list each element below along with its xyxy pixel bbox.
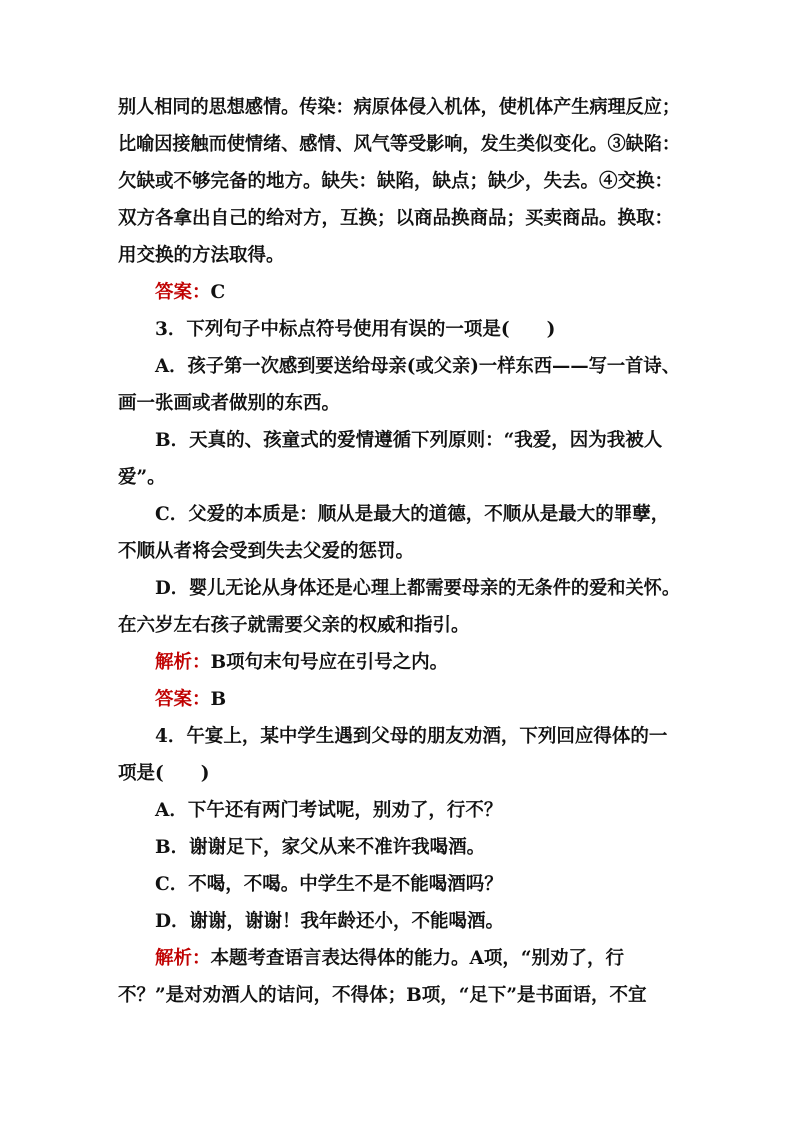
option-a: A．下午还有两门考试呢，别劝了，行不？	[155, 800, 503, 821]
option-c-cont: 不顺从者将会受到失去父爱的惩罚。	[118, 541, 415, 562]
answer-line	[155, 687, 226, 713]
option-d: D．谢谢，谢谢！我年龄还小，不能喝酒。	[155, 911, 505, 932]
analysis-text: B项句末句号应在引号之内。	[210, 652, 449, 673]
answer-label: 答案：	[155, 282, 211, 303]
question-stem: 3．下列句子中标点符号使用有误的一项是( )	[155, 319, 556, 340]
option-c: C．父爱的本质是：顺从是最大的道德，不顺从是最大的罪孽，	[155, 504, 670, 525]
option-a-cont: 画一张画或者做别的东西。	[118, 393, 341, 414]
analysis-label: 解析：	[155, 652, 211, 673]
paragraph-line: 双方各拿出自己的给对方，互换；以商品换商品；买卖商品。换取：	[118, 208, 674, 229]
paragraph-line: 别人相同的思想感情。传染：病原体侵入机体，使机体产生病理反应；	[118, 97, 680, 118]
option-c: C．不喝，不喝。中学生不是不能喝酒吗？	[155, 874, 503, 895]
option-b: B．天真的、孩童式的爱情遵循下列原则：“我爱，因为我被人	[155, 430, 663, 451]
paragraph-line: 用交换的方法取得。	[118, 245, 285, 266]
question-stem-cont: 项是( )	[118, 763, 210, 784]
answer-label: 答案：	[155, 689, 211, 710]
answer-value: B	[210, 689, 227, 710]
paragraph-line: 欠缺或不够完备的地方。缺失：缺陷，缺点；缺少，失去。④交换：	[118, 171, 674, 192]
analysis-text: 本题考查语言表达得体的能力。A项，“别劝了，行	[210, 948, 625, 969]
option-b: B．谢谢足下，家父从来不准许我喝酒。	[155, 837, 486, 858]
option-a: A．孩子第一次感到要送给母亲(或父亲)一样东西——写一首诗、	[155, 356, 680, 377]
option-b-cont: 爱”。	[118, 467, 166, 488]
question-stem: 4．午宴上，某中学生遇到父母的朋友劝酒，下列回应得体的一	[155, 726, 668, 747]
answer-value: C	[210, 282, 226, 303]
analysis-line	[155, 946, 624, 972]
option-d: D．婴儿无论从身体还是心理上都需要母亲的无条件的爱和关怀。	[155, 578, 681, 599]
option-d-cont: 在六岁左右孩子就需要父亲的权威和指引。	[118, 615, 470, 636]
analysis-line	[155, 650, 448, 676]
analysis-text-cont: 不？”是对劝酒人的诘问，不得体；B项，“足下”是书面语，不宜	[118, 985, 647, 1006]
answer-line	[155, 280, 225, 306]
paragraph-line: 比喻因接触而使情绪、感情、风气等受影响，发生类似变化。③缺陷：	[118, 134, 680, 155]
analysis-label: 解析：	[155, 948, 211, 969]
